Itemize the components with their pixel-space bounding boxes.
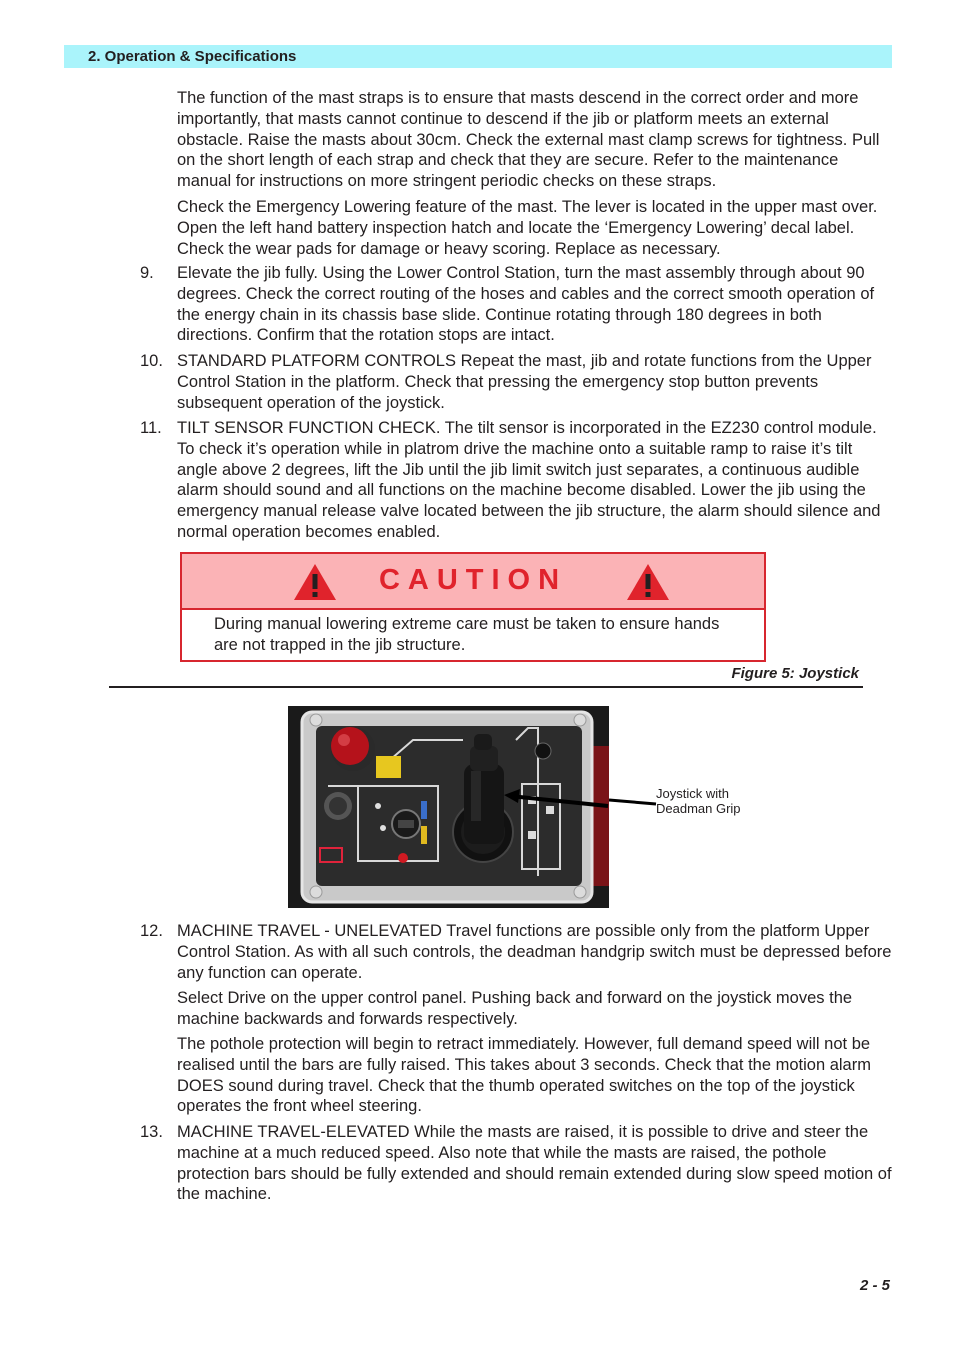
item-text-13: MACHINE TRAVEL-ELEVATED While the masts are raised, it is possible to drive and steer the machine at a much reduced speed. Also note that while the masts are raised, the pothole protection bars should be fully extended and should remain extended during slow speed motion of the machine. <box>177 1123 892 1204</box>
caution-title: CAUTION <box>378 564 568 596</box>
item-number-11: 11. <box>140 419 162 437</box>
figure-caption: Figure 5: Joystick <box>731 665 859 682</box>
item-text-11: TILT SENSOR FUNCTION CHECK. The tilt sensor is incorporated in the EZ230 control module. To check it’s operation while in platrom drive the machine onto a suitable ramp to raise it’s tilt angle above 2 degrees, lift the Jib until the jib limit switch just separates, a continuous audible alarm should sound and all functions on the machine become disabled. Lower the jib using the emergency manual release valve located between the jib structure, the alarm should silence and normal operation becomes enabled. <box>177 419 881 541</box>
section-title: 2. Operation & Specifications <box>88 48 297 65</box>
paragraph-mast-straps: The function of the mast straps is to ensure that masts descend in the correct order and more importantly, that masts cannot continue to descend if the jib or platform meets an external obstacle. Raise the masts about 30cm. Check the external mast clamp screws for tightness. Pull on the short length of each strap and check that they are secure. Refer to the maintenance manual for instructions on more stringent periodic checks on these straps. <box>177 89 880 191</box>
item-number-12: 12. <box>140 922 163 940</box>
caution-header <box>182 554 764 610</box>
paragraph-select-drive: Select Drive on the upper control panel. Pushing back and forward on the joystick moves the machine backwards and forwards respectively. <box>177 989 853 1028</box>
figure-divider <box>109 686 863 688</box>
joystick-callout-label <box>656 786 741 816</box>
section-header-band <box>64 45 892 68</box>
item-number-10: 10. <box>140 352 163 370</box>
paragraph-pothole-protection: The pothole protection will begin to retract immediately. However, full demand speed will not be realised until the bars are fully raised. This takes about 3 seconds. Check that the motion alarm DOES sound during travel. Check that the thumb operated switches on the top of the joystick operates the front wheel steering. <box>177 1035 871 1116</box>
item-text-9: Elevate the jib fully. Using the Lower Control Station, turn the mast assembly through about 90 degrees. Check the correct routing of the hoses and cables and the correct smooth operation of the energy chain in its chassis base slide. Continue rotating through 180 degrees in both directions. Confirm that the rotation stops are intact. <box>177 264 875 345</box>
callout-pointer-line <box>609 790 657 812</box>
callout-line-1: Joystick with <box>656 786 729 801</box>
item-number-13: 13. <box>140 1123 163 1141</box>
caution-box <box>180 552 766 662</box>
item-number-9: 9. <box>140 264 154 282</box>
joystick-control-panel-photo <box>288 706 609 908</box>
page-number: 2 - 5 <box>859 1277 890 1294</box>
caution-body: During manual lowering extreme care must be taken to ensure hands are not trapped in the jib structure. <box>214 615 720 654</box>
paragraph-emergency-lowering: Check the Emergency Lowering feature of the mast. The lever is located in the upper mast over. Open the left hand battery inspection hatch and locate the ‘Emergency Lowering’ decal label. Check the wear pads for damage or heavy scoring. Replace as necessary. <box>177 198 878 258</box>
warning-icon <box>625 562 671 602</box>
item-text-10: STANDARD PLATFORM CONTROLS Repeat the mast, jib and rotate functions from the Upper Control Station in the platform. Check that pressing the emergency stop button prevents subsequent operation of the joystick. <box>177 352 872 412</box>
item-text-12: MACHINE TRAVEL - UNELEVATED Travel functions are possible only from the platform Upper Control Station. As with all such controls, the deadman handgrip switch must be depressed before any function can operate. <box>177 922 892 982</box>
callout-line-2: Deadman Grip <box>656 801 741 816</box>
